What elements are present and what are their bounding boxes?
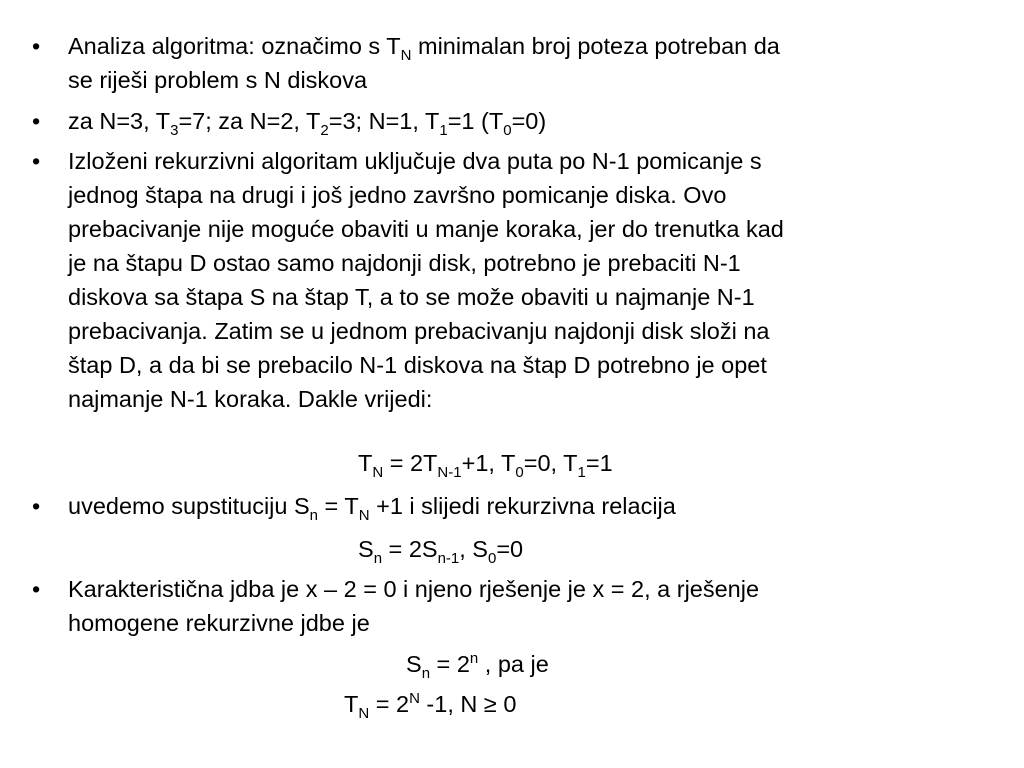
subscript: n bbox=[373, 550, 383, 567]
text-line: diskova sa štapa S na štap T, a to se može obaviti u najmanje N-1 bbox=[68, 284, 755, 310]
text-run: =7; za N=2, T bbox=[178, 108, 321, 134]
subscript: 0 bbox=[515, 464, 524, 481]
text-run: za N=3, T bbox=[68, 108, 171, 134]
text-line: najmanje N-1 koraka. Dakle vrijedi: bbox=[68, 386, 433, 412]
subscript: 0 bbox=[487, 550, 497, 567]
text-run: =0, T bbox=[523, 450, 578, 476]
subscript: N-1 bbox=[437, 464, 462, 481]
text-run: S bbox=[358, 536, 374, 562]
text-run: = T bbox=[318, 493, 359, 519]
subscript: N bbox=[358, 705, 370, 722]
paragraph-analysis bbox=[68, 29, 958, 97]
text-run: =1 bbox=[585, 450, 613, 476]
text-line: homogene rekurzivne jdbe je bbox=[68, 610, 370, 636]
text-line bbox=[68, 104, 958, 138]
text-line bbox=[68, 29, 958, 63]
text-line: štap D, a da bi se prebacilo N-1 diskova na štap D potrebno je opet bbox=[68, 352, 767, 378]
text-line: Karakteristična jdba je x – 2 = 0 i njeno rješenje je x = 2, a rješenje bbox=[68, 576, 760, 602]
text-run: = 2 bbox=[430, 651, 470, 677]
text-line: prebacivanje nije moguće obaviti u manje koraka, jer do trenutka kad bbox=[68, 216, 784, 242]
subscript: 1 bbox=[577, 464, 586, 481]
text-run: =1 (T bbox=[447, 108, 504, 134]
text-run: T bbox=[358, 450, 373, 476]
paragraph-characteristic-equation bbox=[68, 572, 958, 640]
equation-solution-s bbox=[406, 647, 549, 681]
text-run: -1, N ≥ 0 bbox=[419, 691, 517, 717]
text-line: jednog štapa na drugi i još jedno završno pomicanje diska. Ovo bbox=[68, 182, 727, 208]
paragraph-recursive-explanation bbox=[68, 144, 958, 416]
text-run: , pa je bbox=[478, 651, 549, 677]
text-line: prebacivanja. Zatim se u jednom prebacivanju najdonji disk složi na bbox=[68, 318, 770, 344]
bullet-marker: • bbox=[32, 493, 41, 519]
subscript: n bbox=[421, 665, 431, 682]
paragraph-substitution bbox=[68, 489, 958, 523]
text-run: = 2 bbox=[369, 691, 410, 717]
text-line bbox=[68, 489, 958, 523]
text-run: +1 i slijedi rekurzivna relacija bbox=[369, 493, 676, 519]
bullet-marker: • bbox=[32, 33, 41, 59]
text-run: +1, T bbox=[461, 450, 516, 476]
subscript: 3 bbox=[170, 122, 179, 139]
text-line: Izloženi rekurzivni algoritam uključuje dva puta po N-1 pomicanje s bbox=[68, 148, 762, 174]
text-run: =0) bbox=[511, 108, 547, 134]
bullet-marker: • bbox=[32, 108, 41, 134]
superscript: n bbox=[469, 650, 479, 667]
equation-solution-t bbox=[344, 687, 516, 721]
text-line: se riješi problem s N diskova bbox=[68, 67, 368, 93]
equation-recurrence bbox=[358, 446, 613, 480]
subscript: n bbox=[309, 507, 318, 524]
text-run: =3; N=1, T bbox=[328, 108, 440, 134]
bullet-marker: • bbox=[32, 148, 41, 174]
text-run: = 2T bbox=[383, 450, 438, 476]
text-run: Analiza algoritma: označimo s T bbox=[68, 33, 401, 59]
subscript: 1 bbox=[439, 122, 448, 139]
subscript: N bbox=[400, 47, 412, 64]
subscript: n-1 bbox=[437, 550, 460, 567]
text-run: =0 bbox=[496, 536, 524, 562]
text-run: = 2S bbox=[382, 536, 438, 562]
text-run: S bbox=[406, 651, 422, 677]
text-line: je na štapu D ostao samo najdonji disk, potrebno je prebaciti N-1 bbox=[68, 250, 741, 276]
subscript: N bbox=[372, 464, 384, 481]
superscript: N bbox=[409, 690, 420, 707]
text-run: T bbox=[344, 691, 359, 717]
text-run: , S bbox=[459, 536, 488, 562]
subscript: 0 bbox=[503, 122, 512, 139]
equation-substituted-recurrence bbox=[358, 532, 523, 566]
subscript: 2 bbox=[320, 122, 329, 139]
paragraph-base-cases bbox=[68, 104, 958, 138]
subscript: N bbox=[358, 507, 370, 524]
text-run: minimalan broj poteza potreban da bbox=[411, 33, 780, 59]
text-run: uvedemo supstituciju S bbox=[68, 493, 310, 519]
bullet-marker: • bbox=[32, 576, 41, 602]
